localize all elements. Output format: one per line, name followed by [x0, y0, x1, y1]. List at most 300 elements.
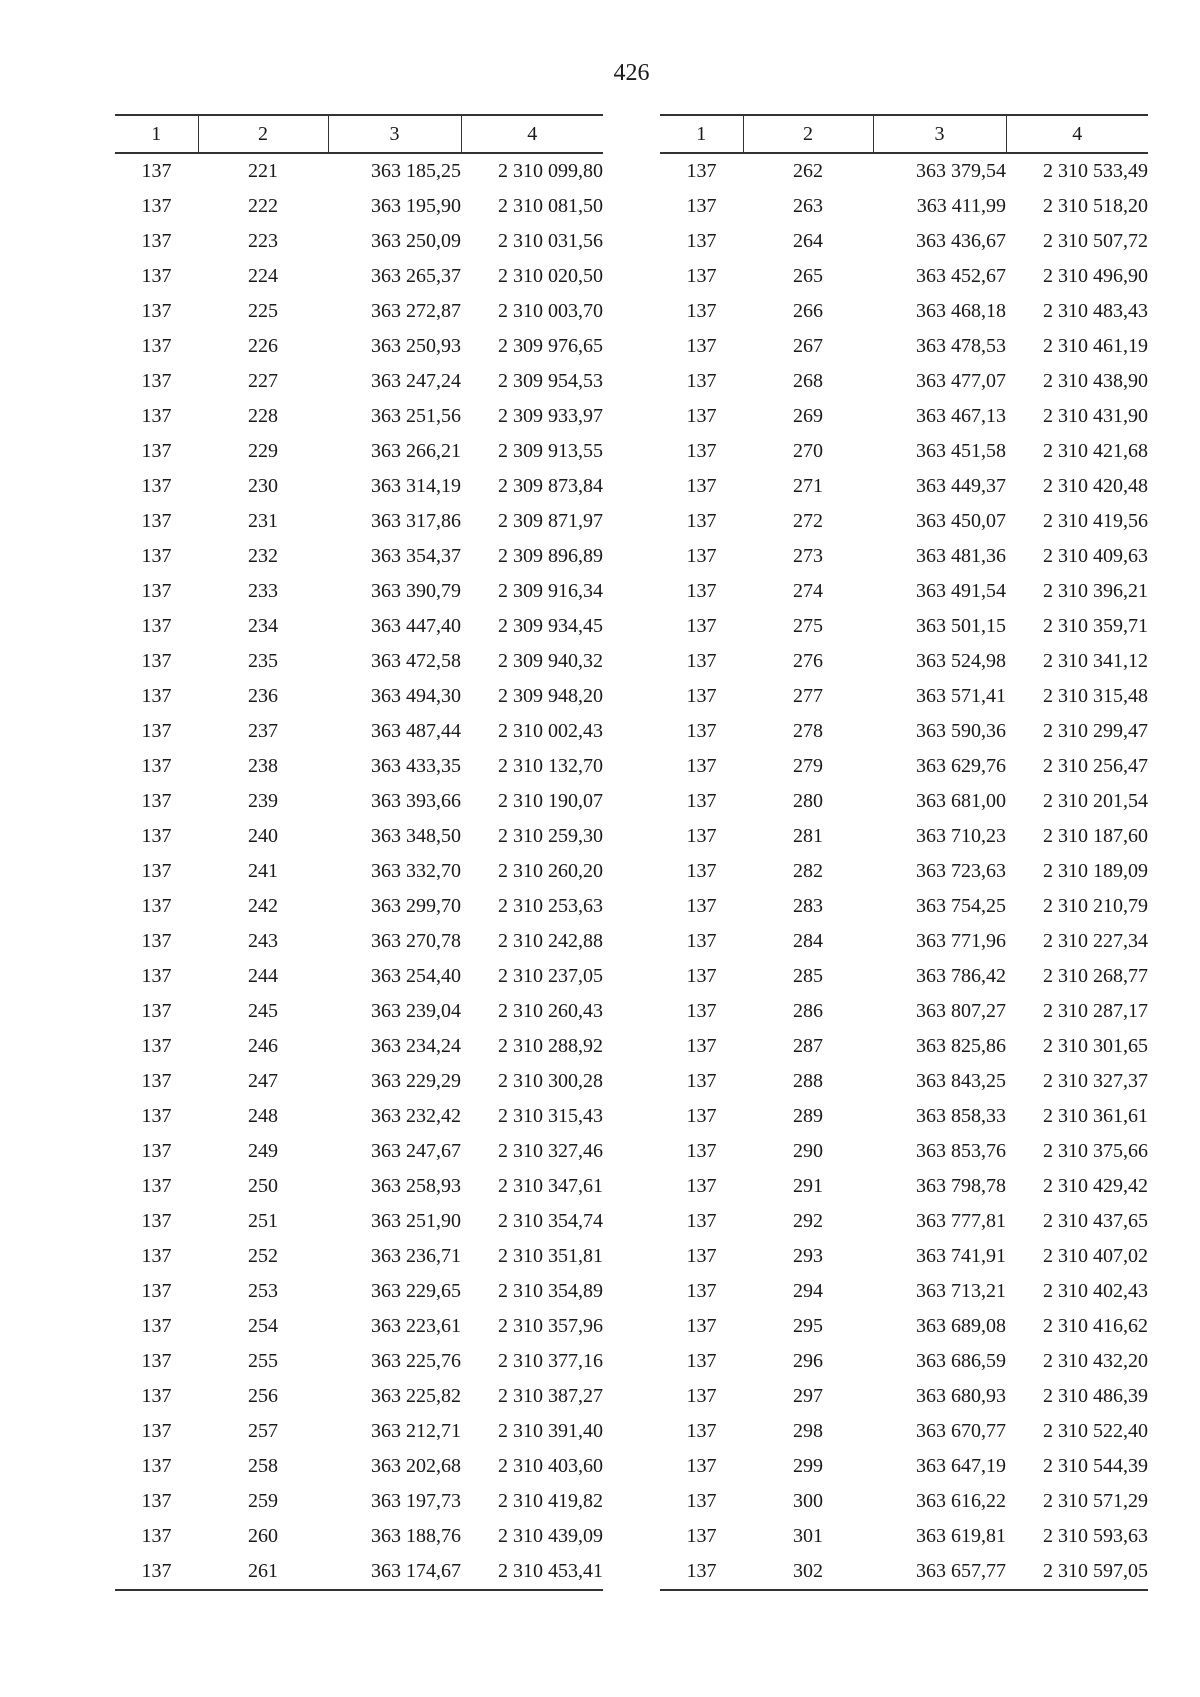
table-cell-col4: 2 310 409,63: [1043, 545, 1148, 567]
table-row: [660, 1134, 1148, 1169]
table-cell-col1: 137: [686, 265, 717, 287]
table-cell-col2: 234: [248, 615, 278, 637]
table-cell-col3: 363 232,42: [371, 1105, 461, 1127]
table-cell-col2: 277: [793, 685, 823, 707]
table-cell-col3: 363 686,59: [916, 1350, 1006, 1372]
column-header-2: 2: [743, 115, 873, 153]
table-cell-col1: 137: [141, 755, 172, 777]
table-cell-col4: 2 309 916,34: [498, 580, 603, 602]
table-cell-col1: 137: [141, 1420, 172, 1442]
table-cell-col4: 2 310 315,43: [498, 1105, 603, 1127]
table-cell-col4: 2 310 327,37: [1043, 1070, 1148, 1092]
table-cell-col2: 296: [793, 1350, 823, 1372]
table-cell-col4: 2 309 871,97: [498, 510, 603, 532]
table-cell-col4: 2 310 099,80: [498, 160, 603, 182]
table-cell-col4: 2 310 432,20: [1043, 1350, 1148, 1372]
table-cell-col2: 302: [743, 1554, 873, 1590]
table-cell-col4: 2 310 361,61: [1043, 1105, 1148, 1127]
table-cell-col3: 363 348,50: [371, 825, 461, 847]
table-cell-col3: 363 481,36: [916, 545, 1006, 567]
table-row: [115, 504, 603, 539]
table-cell-col3: 363 299,70: [371, 895, 461, 917]
table-cell-col1: 137: [141, 1455, 172, 1477]
table-header-row: [660, 115, 1148, 153]
table-row: [660, 1274, 1148, 1309]
table-row: [660, 1519, 1148, 1554]
table-cell-col2: 286: [793, 1000, 823, 1022]
table-cell-col1: 137: [141, 1315, 172, 1337]
table-cell-col1: 137: [141, 440, 172, 462]
table-cell-col2: 284: [793, 930, 823, 952]
table-cell-col2: 299: [793, 1455, 823, 1477]
table-cell-col2: 244: [248, 965, 278, 987]
table-cell-col2: 242: [248, 895, 278, 917]
table-cell-col3: 363 786,42: [916, 965, 1006, 987]
table-cell-col3: 363 270,78: [371, 930, 461, 952]
table-cell-col2: 298: [793, 1420, 823, 1442]
table-row: [660, 1029, 1148, 1064]
table-cell-col1: 137: [686, 440, 717, 462]
table-cell-col2: 231: [248, 510, 278, 532]
table-cell-col3: 363 713,21: [916, 1280, 1006, 1302]
table-cell-col1: 137: [686, 1525, 717, 1547]
table-cell-col2: 245: [248, 1000, 278, 1022]
table-cell-col4: 2 310 486,39: [1043, 1385, 1148, 1407]
table-cell-col3: 363 681,00: [916, 790, 1006, 812]
table-cell-col3: 363 501,15: [916, 615, 1006, 637]
table-cell-col1: 137: [686, 160, 717, 182]
table-cell-col4: 2 310 453,41: [461, 1554, 603, 1590]
table-cell-col4: 2 310 437,65: [1043, 1210, 1148, 1232]
table-cell-col1: 137: [141, 300, 172, 322]
table-cell-col1: 137: [686, 1070, 717, 1092]
table-cell-col4: 2 310 187,60: [1043, 825, 1148, 847]
table-cell-col4: 2 310 359,71: [1043, 615, 1148, 637]
table-cell-col2: 294: [793, 1280, 823, 1302]
table-cell-col3: 363 234,24: [371, 1035, 461, 1057]
table-cell-col4: 2 309 940,32: [498, 650, 603, 672]
column-header-2: 2: [198, 115, 328, 153]
table-cell-col4: 2 310 354,74: [498, 1210, 603, 1232]
table-row: [115, 1554, 603, 1590]
table-cell-col2: 274: [793, 580, 823, 602]
table-cell-col4: 2 310 031,56: [498, 230, 603, 252]
table-row: [660, 714, 1148, 749]
table-cell-col3: 363 393,66: [371, 790, 461, 812]
table-cell-col2: 263: [793, 195, 823, 217]
table-cell-col4: 2 310 189,09: [1043, 860, 1148, 882]
table-cell-col4: 2 309 934,45: [498, 615, 603, 637]
table-cell-col4: 2 310 377,16: [498, 1350, 603, 1372]
table-row: [660, 1484, 1148, 1519]
table-cell-col3: 363 225,82: [371, 1385, 461, 1407]
table-row: [660, 1414, 1148, 1449]
table-row: [660, 924, 1148, 959]
table-cell-col4: 2 310 287,17: [1043, 1000, 1148, 1022]
table-cell-col1: 137: [141, 1280, 172, 1302]
table-row: [660, 994, 1148, 1029]
table-row: [115, 749, 603, 784]
table-row: [660, 1379, 1148, 1414]
table-cell-col1: 137: [686, 965, 717, 987]
table-row: [115, 819, 603, 854]
table-cell-col4: 2 310 081,50: [498, 195, 603, 217]
column-header-4: 4: [1006, 115, 1148, 153]
table-cell-col2: 291: [793, 1175, 823, 1197]
table-cell-col4: 2 310 347,61: [498, 1175, 603, 1197]
table-row: [115, 889, 603, 924]
table-row: [115, 1134, 603, 1169]
table-cell-col4: 2 310 351,81: [498, 1245, 603, 1267]
table-row: [660, 1169, 1148, 1204]
table-cell-col1: 137: [115, 1554, 198, 1590]
table-cell-col2: 301: [793, 1525, 823, 1547]
table-cell-col1: 137: [141, 1490, 172, 1512]
table-cell-col4: 2 310 402,43: [1043, 1280, 1148, 1302]
table-cell-col2: 273: [793, 545, 823, 567]
table-cell-col4: 2 310 518,20: [1043, 195, 1148, 217]
table-cell-col1: 137: [686, 685, 717, 707]
table-row: [660, 959, 1148, 994]
column-header-3: 3: [328, 115, 461, 153]
table-cell-col2: 222: [248, 195, 278, 217]
table-cell-col4: 2 309 933,97: [498, 405, 603, 427]
table-row: [660, 1554, 1148, 1590]
table-row: [660, 784, 1148, 819]
table-cell-col1: 137: [141, 265, 172, 287]
table-cell-col2: 247: [248, 1070, 278, 1092]
table-cell-col3: 363 436,67: [916, 230, 1006, 252]
table-cell-col2: 252: [248, 1245, 278, 1267]
table-cell-col1: 137: [686, 475, 717, 497]
table-cell-col3: 363 807,27: [916, 1000, 1006, 1022]
table-cell-col2: 290: [793, 1140, 823, 1162]
table-row: [660, 434, 1148, 469]
table-cell-col1: 137: [141, 370, 172, 392]
table-cell-col1: 137: [686, 230, 717, 252]
table-cell-col2: 280: [793, 790, 823, 812]
table-cell-col4: 2 310 259,30: [498, 825, 603, 847]
table-cell-col4: 2 310 522,40: [1043, 1420, 1148, 1442]
table-cell-col2: 223: [248, 230, 278, 252]
table-row: [660, 1449, 1148, 1484]
table-cell-col2: 258: [248, 1455, 278, 1477]
table-cell-col4: 2 310 327,46: [498, 1140, 603, 1162]
table-cell-col3: 363 185,25: [371, 160, 461, 182]
table-cell-col1: 137: [686, 1105, 717, 1127]
table-cell-col3: 363 258,93: [371, 1175, 461, 1197]
table-cell-col3: 363 379,54: [916, 160, 1006, 182]
table-row: [115, 784, 603, 819]
table-cell-col2: 226: [248, 335, 278, 357]
table-cell-col3: 363 468,18: [916, 300, 1006, 322]
table-cell-col1: 137: [141, 1210, 172, 1232]
table-cell-col4: 2 310 507,72: [1043, 230, 1148, 252]
table-cell-col2: 227: [248, 370, 278, 392]
table-cell-col1: 137: [686, 545, 717, 567]
table-cell-col3: 363 771,96: [916, 930, 1006, 952]
table-row: [115, 1239, 603, 1274]
table-cell-col1: 137: [686, 790, 717, 812]
table-cell-col1: 137: [141, 1105, 172, 1127]
table-cell-col1: 137: [686, 1350, 717, 1372]
table-cell-col4: 2 310 483,43: [1043, 300, 1148, 322]
table-cell-col2: 283: [793, 895, 823, 917]
table-row: [115, 924, 603, 959]
table-cell-col2: 238: [248, 755, 278, 777]
table-cell-col4: 2 310 387,27: [498, 1385, 603, 1407]
table-row: [115, 153, 603, 189]
table-cell-col3: 363 619,81: [916, 1525, 1006, 1547]
table-row: [660, 819, 1148, 854]
table-row: [115, 1204, 603, 1239]
table-cell-col4: 2 310 431,90: [1043, 405, 1148, 427]
table-row: [115, 189, 603, 224]
table-cell-col2: 221: [248, 160, 278, 182]
table-row: [115, 1274, 603, 1309]
table-cell-col1: 137: [686, 580, 717, 602]
table-cell-col2: 260: [248, 1525, 278, 1547]
table-cell-col1: 137: [686, 195, 717, 217]
coordinates-table-right: [660, 114, 1148, 1591]
table-row: [660, 189, 1148, 224]
table-cell-col4: 2 310 391,40: [498, 1420, 603, 1442]
table-cell-col1: 137: [141, 650, 172, 672]
table-row: [660, 224, 1148, 259]
table-cell-col4: 2 310 496,90: [1043, 265, 1148, 287]
table-cell-col4: 2 310 210,79: [1043, 895, 1148, 917]
table-cell-col1: 137: [141, 965, 172, 987]
table-cell-col3: 363 741,91: [916, 1245, 1006, 1267]
table-row: [660, 294, 1148, 329]
table-cell-col3: 363 472,58: [371, 650, 461, 672]
table-cell-col3: 363 174,67: [328, 1554, 461, 1590]
table-cell-col2: 259: [248, 1490, 278, 1512]
table-row: [115, 1099, 603, 1134]
table-cell-col4: 2 310 020,50: [498, 265, 603, 287]
table-cell-col2: 249: [248, 1140, 278, 1162]
table-cell-col2: 300: [793, 1490, 823, 1512]
table-cell-col1: 137: [686, 300, 717, 322]
table-cell-col4: 2 310 438,90: [1043, 370, 1148, 392]
table-row: [115, 1309, 603, 1344]
table-cell-col2: 282: [793, 860, 823, 882]
table-row: [115, 1379, 603, 1414]
table-cell-col1: 137: [686, 1455, 717, 1477]
table-cell-col1: 137: [141, 1525, 172, 1547]
table-cell-col3: 363 265,37: [371, 265, 461, 287]
table-cell-col2: 229: [248, 440, 278, 462]
table-row: [115, 434, 603, 469]
table-cell-col4: 2 310 260,43: [498, 1000, 603, 1022]
table-cell-col4: 2 310 002,43: [498, 720, 603, 742]
table-row: [660, 609, 1148, 644]
column-header-1: 1: [115, 115, 198, 153]
table-cell-col4: 2 310 407,02: [1043, 1245, 1148, 1267]
table-cell-col2: 292: [793, 1210, 823, 1232]
table-cell-col1: 137: [686, 1315, 717, 1337]
table-row: [115, 539, 603, 574]
table-row: [115, 1519, 603, 1554]
table-row: [660, 679, 1148, 714]
table-cell-col4: 2 310 461,19: [1043, 335, 1148, 357]
table-cell-col1: 137: [686, 825, 717, 847]
table-cell-col1: 137: [660, 1554, 743, 1590]
table-cell-col1: 137: [141, 1070, 172, 1092]
table-cell-col2: 295: [793, 1315, 823, 1337]
table-cell-col2: 228: [248, 405, 278, 427]
table-cell-col1: 137: [141, 195, 172, 217]
table-row: [660, 644, 1148, 679]
table-cell-col3: 363 390,79: [371, 580, 461, 602]
table-cell-col2: 285: [793, 965, 823, 987]
table-cell-col1: 137: [141, 615, 172, 637]
table-row: [660, 153, 1148, 189]
table-cell-col1: 137: [141, 1175, 172, 1197]
table-cell-col2: 278: [793, 720, 823, 742]
table-cell-col3: 363 657,77: [873, 1554, 1006, 1590]
table-cell-col1: 137: [141, 685, 172, 707]
table-cell-col3: 363 250,93: [371, 335, 461, 357]
table-header-row: [115, 115, 603, 153]
table-row: [115, 294, 603, 329]
table-cell-col1: 137: [141, 405, 172, 427]
table-row: [115, 329, 603, 364]
table-cell-col1: 137: [141, 580, 172, 602]
table-cell-col1: 137: [686, 370, 717, 392]
table-cell-col3: 363 629,76: [916, 755, 1006, 777]
table-cell-col3: 363 188,76: [371, 1525, 461, 1547]
table-cell-col2: 236: [248, 685, 278, 707]
table-cell-col3: 363 590,36: [916, 720, 1006, 742]
table-cell-col3: 363 197,73: [371, 1490, 461, 1512]
table-cell-col3: 363 477,07: [916, 370, 1006, 392]
table-cell-col3: 363 250,09: [371, 230, 461, 252]
table-cell-col2: 237: [248, 720, 278, 742]
table-cell-col1: 137: [141, 510, 172, 532]
column-header-4: 4: [461, 115, 603, 153]
table-cell-col1: 137: [141, 720, 172, 742]
table-cell-col2: 262: [793, 160, 823, 182]
table-cell-col4: 2 310 593,63: [1043, 1525, 1148, 1547]
table-row: [660, 574, 1148, 609]
table-cell-col1: 137: [141, 1035, 172, 1057]
table-row: [115, 259, 603, 294]
table-cell-col3: 363 616,22: [916, 1490, 1006, 1512]
coordinates-table-left: [115, 114, 603, 1591]
table-cell-col3: 363 266,21: [371, 440, 461, 462]
table-cell-col4: 2 310 260,20: [498, 860, 603, 882]
table-cell-col3: 363 202,68: [371, 1455, 461, 1477]
table-row: [660, 889, 1148, 924]
table-cell-col3: 363 447,40: [371, 615, 461, 637]
table-cell-col2: 270: [793, 440, 823, 462]
table-cell-col2: 240: [248, 825, 278, 847]
table-cell-col4: 2 310 268,77: [1043, 965, 1148, 987]
table-cell-col4: 2 310 341,12: [1043, 650, 1148, 672]
table-cell-col3: 363 571,41: [916, 685, 1006, 707]
table-cell-col2: 246: [248, 1035, 278, 1057]
table-cell-col4: 2 310 403,60: [498, 1455, 603, 1477]
table-cell-col2: 243: [248, 930, 278, 952]
table-cell-col1: 137: [686, 650, 717, 672]
table-cell-col1: 137: [141, 1245, 172, 1267]
table-row: [660, 1064, 1148, 1099]
table-cell-col2: 287: [793, 1035, 823, 1057]
table-row: [115, 1344, 603, 1379]
table-cell-col1: 137: [141, 895, 172, 917]
table-cell-col1: 137: [686, 1035, 717, 1057]
table-cell-col3: 363 272,87: [371, 300, 461, 322]
table-row: [115, 399, 603, 434]
table-cell-col3: 363 229,65: [371, 1280, 461, 1302]
table-row: [115, 994, 603, 1029]
table-cell-col3: 363 254,40: [371, 965, 461, 987]
table-row: [660, 539, 1148, 574]
table-cell-col2: 289: [793, 1105, 823, 1127]
table-cell-col3: 363 494,30: [371, 685, 461, 707]
table-cell-col4: 2 310 132,70: [498, 755, 603, 777]
table-cell-col2: 281: [793, 825, 823, 847]
table-cell-col3: 363 247,24: [371, 370, 461, 392]
table-row: [115, 679, 603, 714]
table-cell-col3: 363 195,90: [371, 195, 461, 217]
table-cell-col2: 271: [793, 475, 823, 497]
table-cell-col4: 2 310 253,63: [498, 895, 603, 917]
table-cell-col1: 137: [686, 1245, 717, 1267]
table-cell-col2: 276: [793, 650, 823, 672]
table-cell-col3: 363 853,76: [916, 1140, 1006, 1162]
table-cell-col3: 363 491,54: [916, 580, 1006, 602]
table-cell-col1: 137: [141, 860, 172, 882]
table-cell-col1: 137: [141, 545, 172, 567]
table-cell-col1: 137: [686, 1280, 717, 1302]
table-cell-col2: 297: [793, 1385, 823, 1407]
table-cell-col1: 137: [686, 1420, 717, 1442]
table-cell-col3: 363 798,78: [916, 1175, 1006, 1197]
table-cell-col4: 2 310 256,47: [1043, 755, 1148, 777]
page-number: 426: [613, 60, 650, 86]
table-cell-col3: 363 332,70: [371, 860, 461, 882]
table-cell-col2: 257: [248, 1420, 278, 1442]
table-cell-col3: 363 251,90: [371, 1210, 461, 1232]
table-cell-col4: 2 310 439,09: [498, 1525, 603, 1547]
table-row: [660, 1239, 1148, 1274]
table-cell-col2: 269: [793, 405, 823, 427]
table-cell-col1: 137: [141, 825, 172, 847]
table-cell-col4: 2 310 375,66: [1043, 1140, 1148, 1162]
table-row: [660, 749, 1148, 784]
table-cell-col3: 363 680,93: [916, 1385, 1006, 1407]
table-cell-col4: 2 310 544,39: [1043, 1455, 1148, 1477]
table-cell-col4: 2 310 003,70: [498, 300, 603, 322]
table-cell-col1: 137: [141, 790, 172, 812]
table-cell-col3: 363 354,37: [371, 545, 461, 567]
table-cell-col4: 2 310 190,07: [498, 790, 603, 812]
table-cell-col3: 363 825,86: [916, 1035, 1006, 1057]
table-cell-col4: 2 309 873,84: [498, 475, 603, 497]
table-cell-col2: 266: [793, 300, 823, 322]
table-cell-col4: 2 310 419,82: [498, 1490, 603, 1512]
table-cell-col2: 275: [793, 615, 823, 637]
table-cell-col1: 137: [686, 860, 717, 882]
table-cell-col3: 363 212,71: [371, 1420, 461, 1442]
column-header-1: 1: [660, 115, 743, 153]
table-row: [115, 1484, 603, 1519]
table-row: [115, 574, 603, 609]
table-cell-col4: 2 310 420,48: [1043, 475, 1148, 497]
table-cell-col1: 137: [141, 1000, 172, 1022]
